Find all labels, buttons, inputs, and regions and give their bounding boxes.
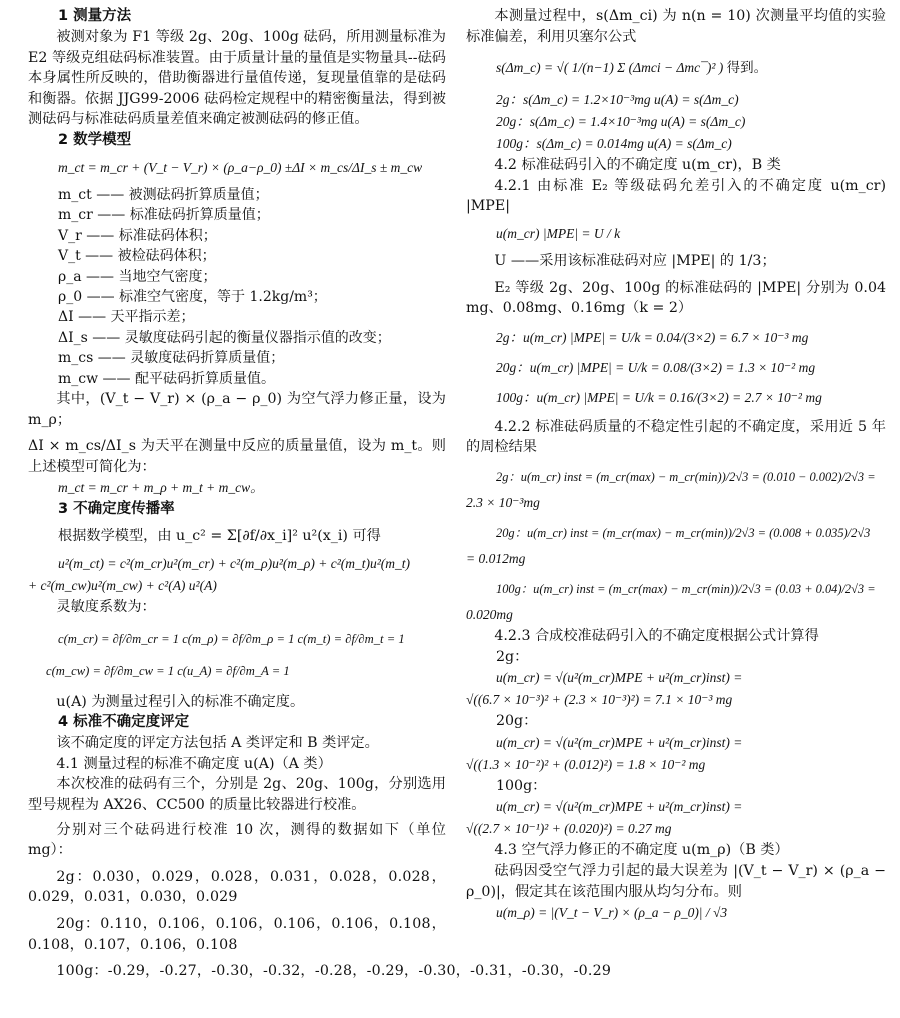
combined-20g-line-1: u(m_cr) = √(u²(m_cr)MPE + u²(m_cr)inst) = — [496, 734, 743, 750]
definition: m_cs —— 灵敏度砝码折算质量值； — [58, 350, 285, 367]
balance-text: ΔI × m_cs/ΔI_s 为天平在测量中反应的质量量值，设为 m_t。则上述模型可简化为： — [28, 438, 446, 475]
instability-2g-result: 2.3 × 10⁻³mg — [466, 494, 540, 510]
simplified-equation: m_ct = m_cr + m_ρ + m_t + m_cw。 — [58, 480, 264, 496]
definition: ΔI_s —— 灵敏度砝码引起的衡量仪器指示值的改变； — [58, 329, 391, 346]
section-4-3-title: 4.3 空气浮力修正的不确定度 u(m_ρ)（B 类） — [494, 842, 789, 859]
section-1-title: 1 测量方法 — [58, 8, 132, 24]
section-4-1-text-2: 分别对三个砝码进行校准 10 次，测得的数据如下（单位 mg）： — [28, 821, 446, 859]
mpe-2g: 2g：u(m_cr) |MPE| = U/k = 0.04/(3×2) = 6.7 × 10⁻³ mg — [496, 329, 809, 345]
section-4-title: 4 标准不确定度评定 — [58, 714, 190, 731]
definition: ΔI —— 天平指示差； — [58, 309, 195, 326]
intro-text: 本测量过程中，s(Δm_ci) 为 n(n = 10) 次测量平均值的实验标准偏差，利用贝塞尔公式 — [466, 8, 886, 45]
uA-text: u(A) 为测量过程引入的标准不确定度。 — [56, 693, 305, 710]
instability-100g: 100g：u(m_cr) inst = (m_cr(max) − m_cr(min))/2√3 = (0.03 + 0.04)/2√3 = — [496, 581, 876, 596]
combined-2g-line-2: √((6.7 × 10⁻³)² + (2.3 × 10⁻³)²) = 7.1 × 10⁻³ mg — [466, 692, 733, 708]
definition: V_t —— 被检砝码体积； — [58, 248, 216, 265]
mpe-100g: 100g：u(m_cr) |MPE| = U/k = 0.16/(3×2) = 2.7 × 10⁻² mg — [496, 389, 822, 405]
propagation-text: 根据数学模型，由 u_c² = Σ[∂f/∂x_i]² u²(x_i) 可得 — [58, 528, 381, 545]
coefficient-equations-2: c(m_cw) = ∂f/∂m_cw = 1 c(u_A) = ∂f/∂m_A = 1 — [46, 663, 290, 678]
symbol-definitions — [28, 185, 446, 389]
data-2g: 2g：0.030，0.029，0.028，0.031，0.028，0.028，0.029，0.031，0.030，0.029 — [28, 868, 446, 906]
mpe-formula: u(m_cr) |MPE| = U / k — [496, 225, 621, 241]
definition: m_cw —— 配平砝码折算质量值。 — [58, 370, 275, 387]
combined-2g-label: 2g： — [496, 648, 529, 665]
combined-2g-line-1: u(m_cr) = √(u²(m_cr)MPE + u²(m_cr)inst) = — [496, 670, 743, 686]
definition: m_ct —— 被测砝码折算质量值； — [58, 186, 269, 203]
section-1-text: 被测对象为 F1 等级 2g、20g、100g 砝码，所用测量标准为 E2 等级克组砝码标准装置。由于质量计量的量值是实物量具--砝码本身属性所反映的，借助衡器进行量值传递，复现量值靠的是砝码和衡器。依据 JJG99-2006 砝码检定规程中的精密衡量法，得到被测砝码与标准砝码质量差值来确定被测砝码的修正值。 — [28, 29, 446, 128]
variance-equation-line-2: + c²(m_cw)u²(m_cw) + c²(A) u²(A) — [28, 578, 217, 593]
std-dev-100g: 100g：s(Δm_c) = 0.014mg u(A) = s(Δm_c) — [496, 136, 732, 152]
section-4-1-title: 4.1 测量过程的标准不确定度 u(A)（A 类） — [56, 755, 332, 772]
bessel-equation: s(Δm_c) = √( 1/(n−1) Σ (Δmci − Δmc¯)² ) — [496, 60, 724, 76]
model-equation: m_ct = m_cr + (V_t − V_r) × (ρ_a−ρ_0) ±ΔI × m_cs/ΔI_s ± m_cw — [58, 159, 423, 175]
definition: V_r —— 标准砝码体积； — [58, 227, 217, 244]
mpe-20g: 20g：u(m_cr) |MPE| = U/k = 0.08/(3×2) = 1.3 × 10⁻² mg — [496, 359, 816, 375]
combined-100g-label: 100g： — [496, 777, 547, 794]
data-100g: 100g：-0.29，-0.27，-0.30，-0.32，-0.28，-0.29，-0.30，-0.31，-0.30，-0.29 — [56, 963, 612, 980]
combined-100g-line-1: u(m_cr) = √(u²(m_cr)MPE + u²(m_cr)inst) = — [496, 799, 743, 815]
definition: ρ_0 —— 标准空气密度，等于 1.2kg/m³； — [58, 289, 327, 305]
definition: m_cr —— 标准砝码折算质量值； — [58, 207, 270, 224]
std-dev-2g: 2g：s(Δm_c) = 1.2×10⁻³mg u(A) = s(Δm_c) — [496, 92, 739, 108]
e2-text: E₂ 等级 2g、20g、100g 的标准砝码的 |MPE| 分别为 0.04 mg、0.08mg、0.16mg（k = 2） — [466, 279, 886, 317]
combined-20g-line-2: √((1.3 × 10⁻²)² + (0.012)²) = 1.8 × 10⁻² mg — [466, 756, 706, 772]
data-20g: 20g：0.110，0.106，0.106，0.106，0.106，0.108，0.108，0.107，0.106，0.108 — [28, 915, 446, 953]
instability-20g-result: = 0.012mg — [466, 550, 526, 566]
section-2-title: 2 数学模型 — [58, 131, 132, 148]
section-4-1-text: 本次校准的砝码有三个，分别是 2g、20g、100g，分别选用型号规程为 AX26、CC500 的质量比较器进行校准。 — [28, 776, 446, 813]
definition: ρ_a —— 当地空气密度； — [58, 268, 217, 285]
section-4-2-3-title: 4.2.3 合成校准砝码引入的不确定度根据公式计算得 — [494, 627, 819, 644]
U-definition: U ——采用该标准砝码对应 |MPE| 的 1/3； — [494, 252, 776, 269]
section-4-text: 该不确定度的评定方法包括 A 类评定和 B 类评定。 — [56, 735, 379, 752]
right-column — [466, 6, 886, 924]
section-4-2-1-title: 4.2.1 由标准 E₂ 等级砝码允差引入的不确定度 u(m_cr) |MPE| — [466, 177, 886, 215]
coefficient-equations-1: c(m_cr) = ∂f/∂m_cr = 1 c(m_ρ) = ∂f/∂m_ρ = 1 c(m_t) = ∂f/∂m_t = 1 — [58, 631, 405, 646]
variance-equation-line-1: u²(m_ct) = c²(m_cr)u²(m_cr) + c²(m_ρ)u²(m_ρ) + c²(m_t)u²(m_t) — [58, 556, 411, 571]
instability-100g-result: 0.020mg — [466, 606, 513, 622]
combined-20g-label: 20g： — [496, 713, 538, 730]
bessel-tail: 得到。 — [726, 60, 768, 77]
section-4-2-title: 4.2 标准砝码引入的不确定度 u(m_cr)，B 类 — [494, 157, 781, 174]
section-3-title: 3 不确定度传播率 — [58, 501, 175, 518]
section-4-3-text: 砝码因受空气浮力引起的最大误差为 |(V_t − V_r) × (ρ_a − ρ_0)|，假定其在该范围内服从均匀分布。则 — [466, 862, 886, 900]
combined-100g-line-2: √((2.7 × 10⁻¹)² + (0.020)²) = 0.27 mg — [466, 821, 672, 837]
coefficient-text: 灵敏度系数为： — [56, 599, 156, 615]
buoyancy-text: 其中，(V_t − V_r) × (ρ_a − ρ_0) 为空气浮力修正量，设为 m_ρ； — [28, 391, 446, 428]
instability-2g: 2g：u(m_cr) inst = (m_cr(max) − m_cr(min))/2√3 = (0.010 − 0.002)/2√3 = — [496, 469, 876, 484]
section-4-2-2-title: 4.2.2 标准砝码质量的不稳定性引起的不确定度，采用近 5 年的周检结果 — [466, 418, 886, 456]
buoyancy-uncertainty-equation: u(m_ρ) = |(V_t − V_r) × (ρ_a − ρ_0)| / √3 — [496, 905, 728, 921]
std-dev-20g: 20g：s(Δm_c) = 1.4×10⁻³mg u(A) = s(Δm_c) — [496, 114, 746, 130]
instability-20g: 20g：u(m_cr) inst = (m_cr(max) − m_cr(min))/2√3 = (0.008 + 0.035)/2√3 — [496, 525, 871, 540]
bessel-formula — [496, 57, 886, 79]
